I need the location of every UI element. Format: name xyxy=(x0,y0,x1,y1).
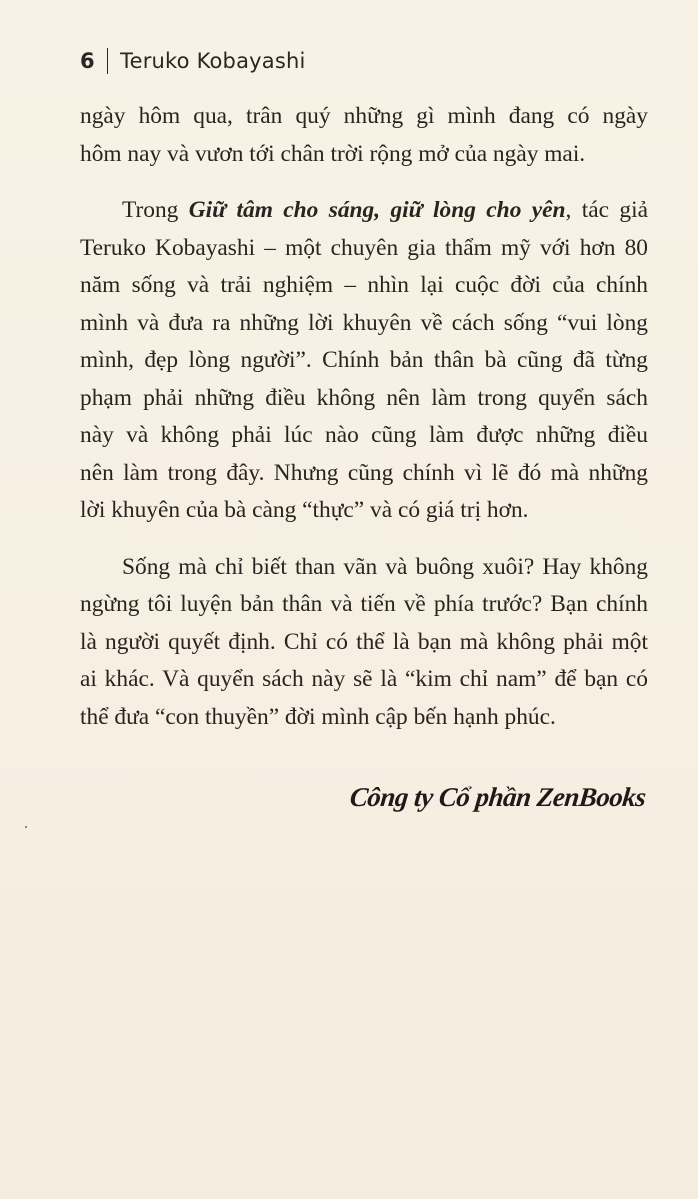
text-line: nên làm trong đây. Nhưng cũng chính vì lẽ đó mà những xyxy=(80,459,648,486)
text-line: ai khác. Và quyển sách này sẽ là “kim chỉ nam” để bạn có xyxy=(80,666,648,692)
text-line: ngày hôm qua, trân quý những gì mình đang có ngày xyxy=(80,103,648,129)
margin-speck xyxy=(25,826,27,828)
paragraph-3 xyxy=(80,549,648,737)
paragraph-gap xyxy=(80,530,648,549)
header-divider xyxy=(107,48,109,74)
text-line xyxy=(80,192,648,230)
text-line: mình, đẹp lòng người”. Chính bản thân bà cũng đã từng xyxy=(80,347,648,373)
text-line: lời khuyên của bà càng “thực” và có giá trị hơn. xyxy=(80,497,529,523)
paragraph-1 xyxy=(80,98,648,173)
paragraph-gap xyxy=(80,173,648,192)
body-text xyxy=(80,98,648,736)
text-line: Sống mà chỉ biết than vãn và buông xuôi? Hay không xyxy=(122,553,648,580)
page-number: 6 xyxy=(80,49,95,73)
text-line: mình và đưa ra những lời khuyên về cách sống “vui lòng xyxy=(80,309,648,336)
text-line: thể đưa “con thuyền” đời mình cập bến hạnh phúc. xyxy=(80,703,556,730)
text-line: Teruko Kobayashi – một chuyên gia thẩm mỹ với hơn 80 xyxy=(80,234,648,261)
publisher-signature: Công ty Cổ phần ZenBooks xyxy=(348,782,648,812)
text-run: Trong xyxy=(122,197,189,223)
text-line: hôm nay và vươn tới chân trời rộng mở của ngày mai. xyxy=(80,140,586,167)
text-run: , tác giả xyxy=(565,197,648,223)
running-head xyxy=(80,44,306,78)
text-line: ngừng tôi luyện bản thân và tiến về phía trước? Bạn chính xyxy=(80,591,648,617)
text-line: này và không phải lúc nào cũng làm được những điều xyxy=(80,422,648,448)
text-line: năm sống và trải nghiệm – nhìn lại cuộc đời của chính xyxy=(80,272,648,298)
paragraph-2 xyxy=(80,192,648,530)
running-head-author: Teruko Kobayashi xyxy=(120,49,306,73)
book-title: Giữ tâm cho sáng, giữ lòng cho yên xyxy=(188,197,566,223)
text-line: phạm phải những điều không nên làm trong quyển sách xyxy=(80,384,648,411)
text-line: là người quyết định. Chỉ có thể là bạn mà không phải một xyxy=(80,628,648,655)
